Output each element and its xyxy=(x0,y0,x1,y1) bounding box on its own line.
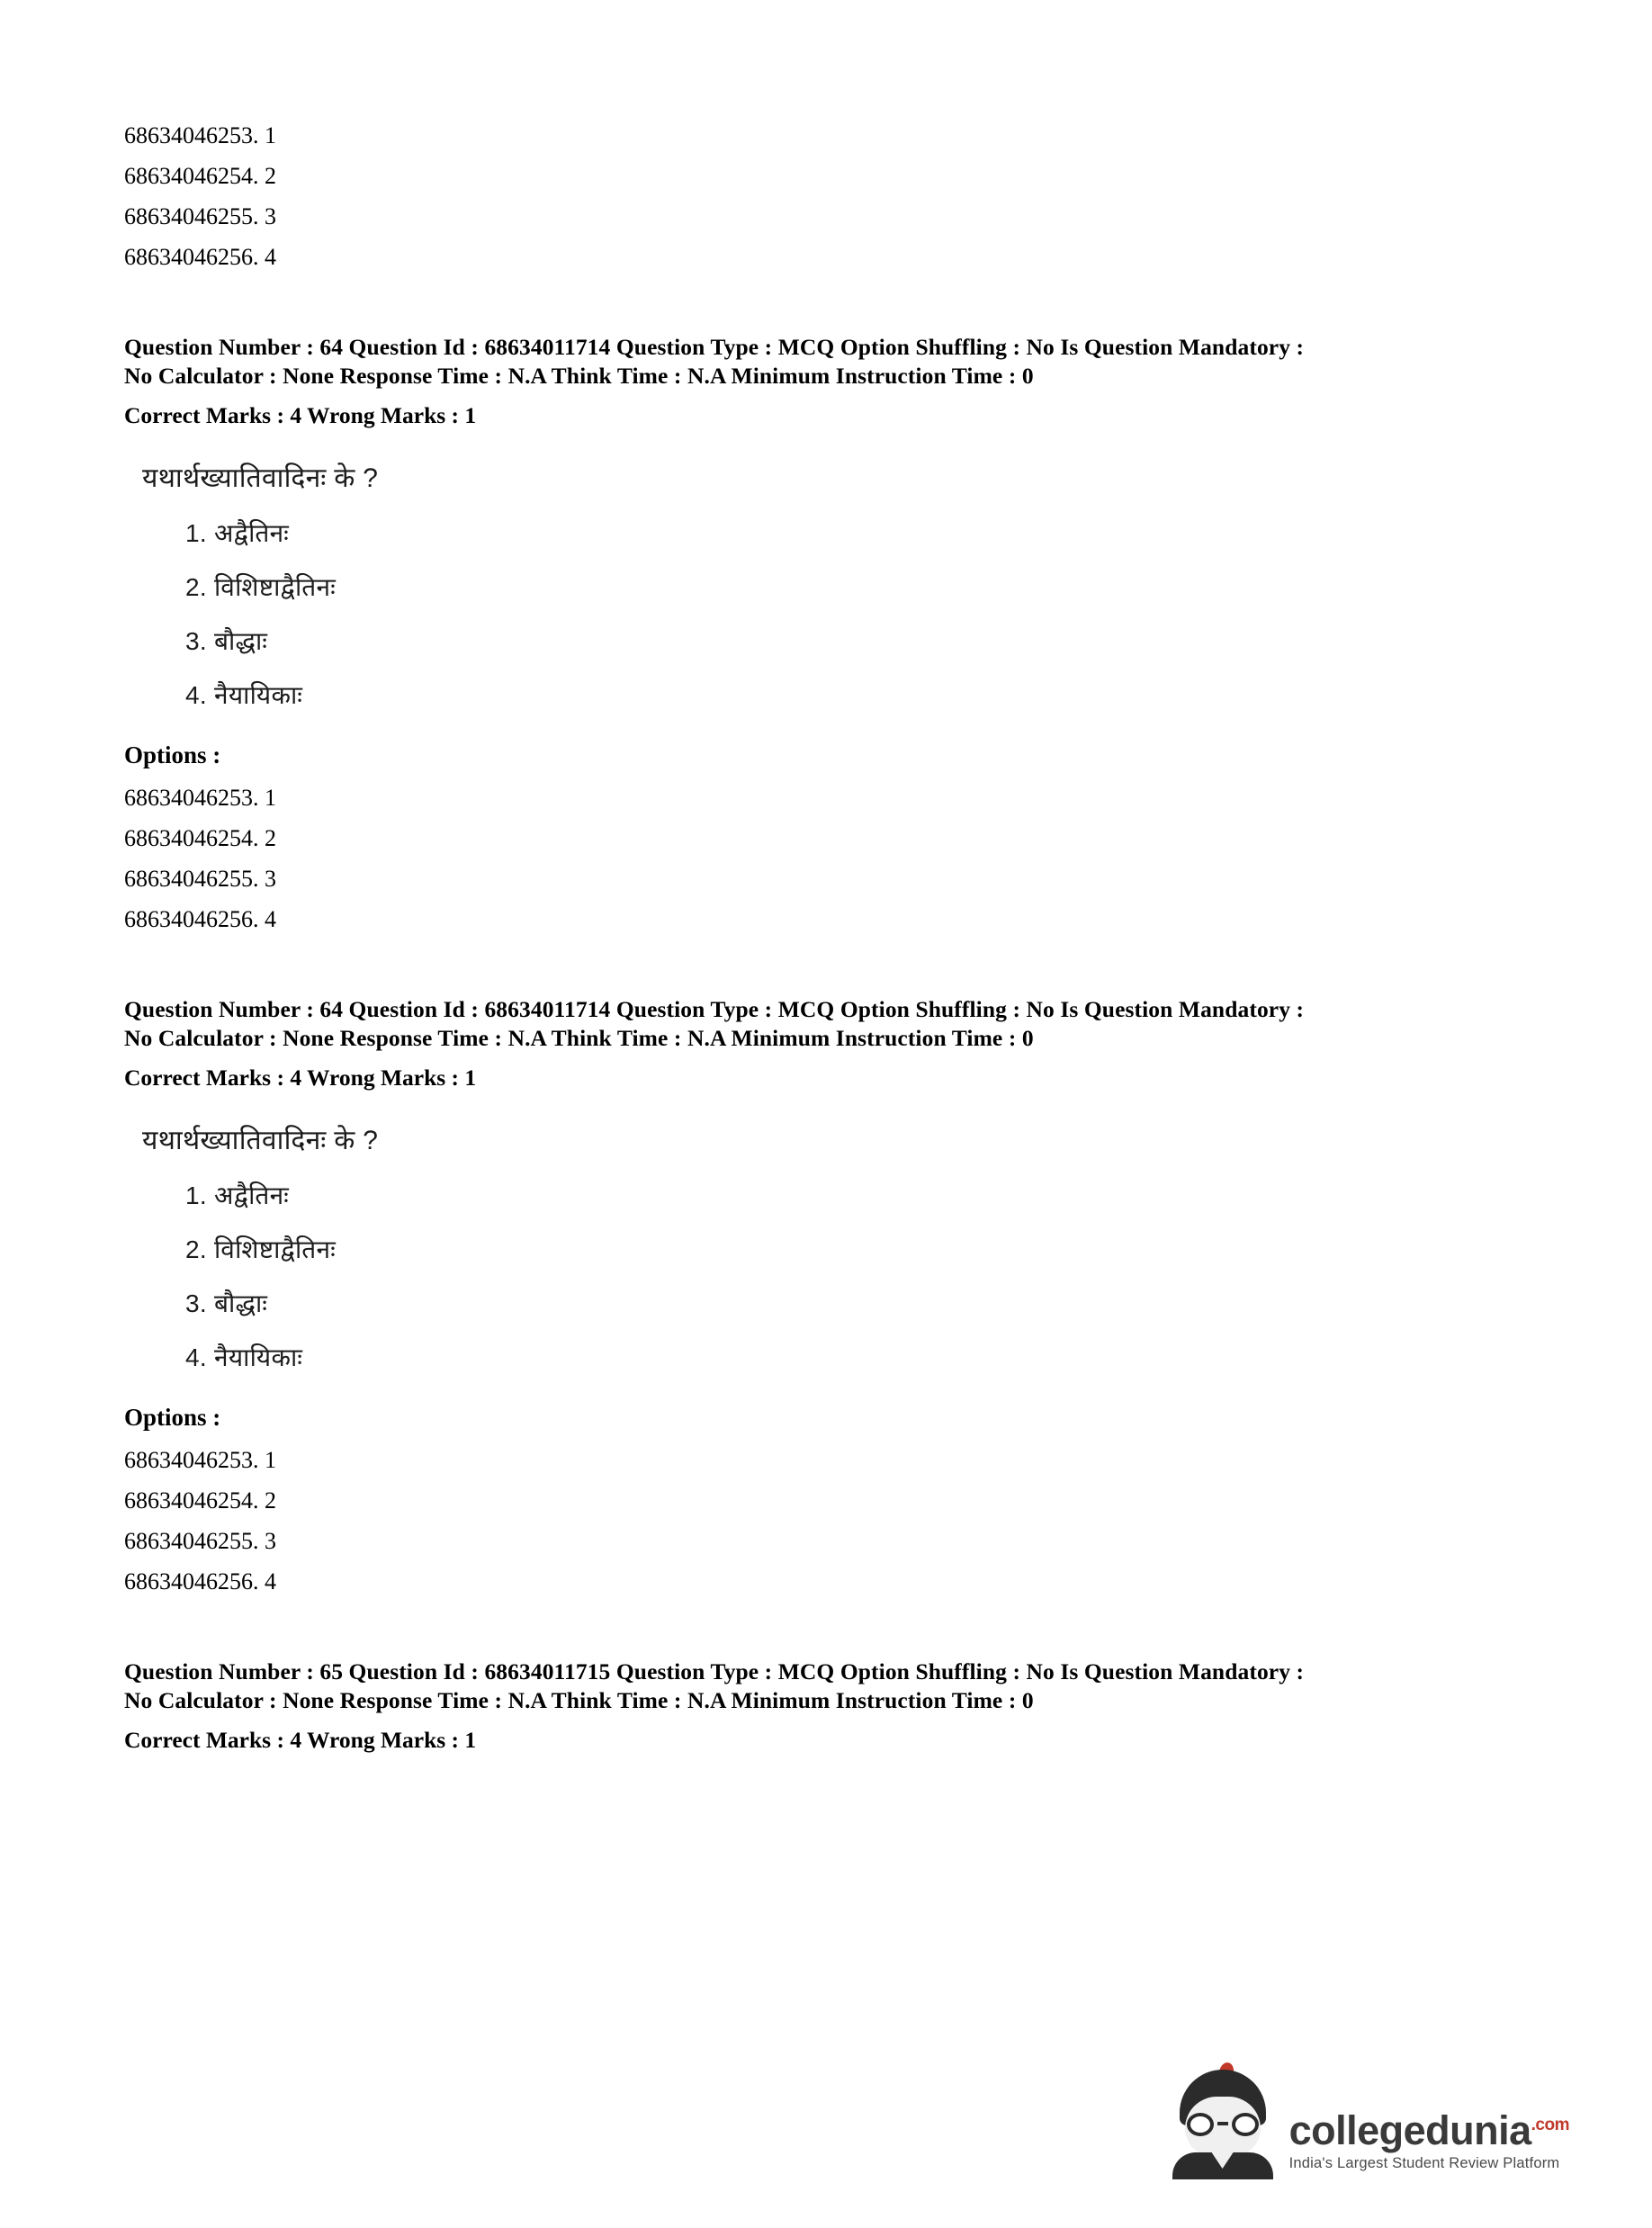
option-line: 68634046255. 3 xyxy=(124,203,276,229)
question-block xyxy=(124,1658,1526,1755)
question-image-option: 2. विशिष्टाद्वैतिनः xyxy=(185,573,337,601)
option-line: 68634046253. 1 xyxy=(124,1447,276,1473)
mascot-icon xyxy=(1172,2070,1273,2176)
question-meta xyxy=(124,1658,1526,1715)
option-line: 68634046256. 4 xyxy=(124,906,276,932)
question-image-option: 1. अद्वैतिनः xyxy=(185,519,290,547)
option-line: 68634046254. 2 xyxy=(124,163,276,189)
glasses-icon xyxy=(1185,2113,1261,2136)
option-line: 68634046255. 3 xyxy=(124,866,276,892)
options-list xyxy=(124,777,1526,939)
question-image xyxy=(142,461,1526,713)
option-line: 68634046253. 1 xyxy=(124,122,276,148)
watermark-brand xyxy=(1289,2105,1569,2152)
option-line: 68634046253. 1 xyxy=(124,785,276,811)
top-options-list xyxy=(124,115,1526,277)
question-meta-line: Question Number : 64 Question Id : 68634011714 Question Type : MCQ Option Shuffling : No Is Question Mandatory : xyxy=(124,996,1305,1022)
question-image-option: 1. अद्वैतिनः xyxy=(185,1181,290,1209)
options-label: Options : xyxy=(124,1404,221,1431)
question-meta-line: Question Number : 64 Question Id : 68634011714 Question Type : MCQ Option Shuffling : No Is Question Mandatory : xyxy=(124,334,1305,360)
question-block xyxy=(124,333,1526,939)
question-meta-line: Question Number : 65 Question Id : 68634011715 Question Type : MCQ Option Shuffling : No Is Question Mandatory : xyxy=(124,1658,1305,1684)
option-line: 68634046256. 4 xyxy=(124,1568,276,1595)
option-line: 68634046254. 2 xyxy=(124,1487,276,1514)
question-marks: Correct Marks : 4 Wrong Marks : 1 xyxy=(124,1727,477,1753)
question-stem-text: यथार्थख्यातिवादिनः के ? xyxy=(142,1126,379,1155)
question-meta-line: No Calculator : None Response Time : N.A Think Time : N.A Minimum Instruction Time : 0 xyxy=(124,1025,1034,1051)
question-marks: Correct Marks : 4 Wrong Marks : 1 xyxy=(124,402,477,428)
option-line: 68634046254. 2 xyxy=(124,825,276,851)
options-label: Options : xyxy=(124,741,221,768)
collegedunia-watermark xyxy=(1172,2070,1569,2176)
question-meta-line: No Calculator : None Response Time : N.A Think Time : N.A Minimum Instruction Time : 0 xyxy=(124,1687,1034,1713)
question-image-option: 4. नैयायिकाः xyxy=(185,1343,303,1371)
question-meta-line: No Calculator : None Response Time : N.A Think Time : N.A Minimum Instruction Time : 0 xyxy=(124,363,1034,389)
question-block xyxy=(124,995,1526,1602)
question-image xyxy=(142,1123,1526,1375)
question-image-option: 3. बौद्धाः xyxy=(185,1289,268,1317)
watermark-brand-domain: .com xyxy=(1531,2116,1569,2134)
options-list xyxy=(124,1440,1526,1602)
watermark-tagline: India's Largest Student Review Platform xyxy=(1288,2155,1560,2171)
question-stem-text: यथार्थख्यातिवादिनः के ? xyxy=(142,463,379,493)
question-meta xyxy=(124,333,1526,391)
option-line: 68634046256. 4 xyxy=(124,244,276,270)
question-meta xyxy=(124,995,1526,1053)
question-image-option: 4. नैयायिकाः xyxy=(185,681,303,709)
question-image-option: 2. विशिष्टाद्वैतिनः xyxy=(185,1235,337,1263)
option-line: 68634046255. 3 xyxy=(124,1528,276,1554)
watermark-brand-name: collegedunia xyxy=(1288,2107,1531,2153)
question-image-option: 3. बौद्धाः xyxy=(185,627,268,655)
question-marks: Correct Marks : 4 Wrong Marks : 1 xyxy=(124,1065,477,1091)
